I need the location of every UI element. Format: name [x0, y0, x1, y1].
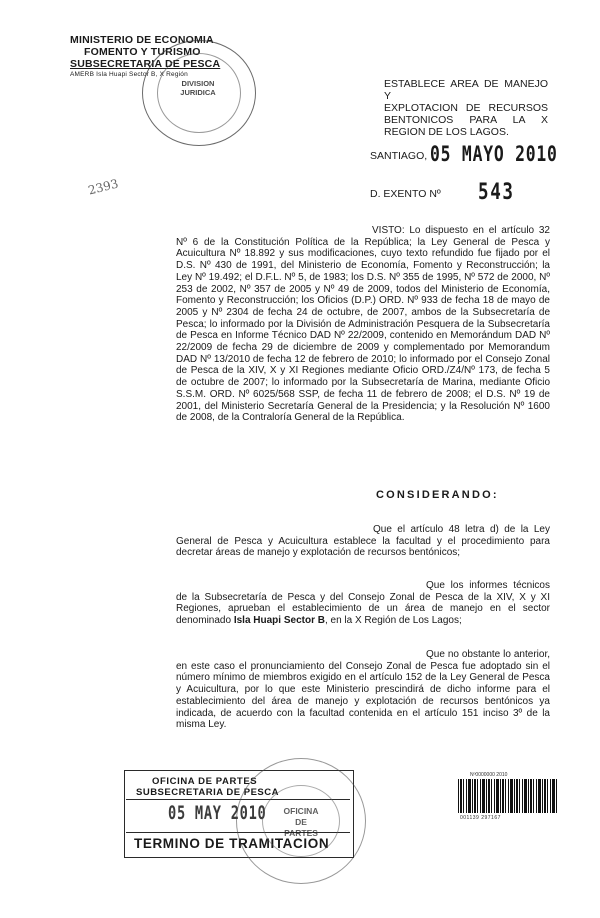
oficina-stamp-line2: SUBSECRETARIA DE PESCA — [136, 787, 279, 798]
considerando-paragraph-2 — [176, 580, 550, 627]
division-stamp-line1: DIVISION — [181, 79, 215, 88]
considerando-2-text-b: , en la X Región de Los Lagos; — [324, 615, 462, 627]
decree-date: 05 MAYO 2010 — [430, 142, 558, 166]
title-line3: BENTONICOS PARA LA X — [384, 114, 548, 126]
decree-title — [384, 78, 548, 138]
partes-stamp-line2: DE — [295, 817, 307, 827]
header-line-fomento: FOMENTO Y TURISMO — [84, 46, 201, 58]
division-juridica-stamp-text — [174, 79, 222, 97]
partes-stamp-line1: OFICINA — [283, 806, 319, 816]
barcode-image — [458, 779, 558, 813]
barcode-label: Nº0000000 2010 — [470, 772, 508, 778]
barcode-number: 001139 297167 — [460, 815, 501, 821]
place-label: SANTIAGO, — [370, 150, 428, 162]
considerando-paragraph-3: Que no obstante lo anterior, en este caso el pronunciamiento del Consejo Zonal de Pesca fue adoptado sin el número mínimo de miembros exigido en el artículo 152 de la Ley General de Pesca y Acuicultura, por lo que este Ministerio prescindirá de dicho informe para el establecimiento del área de manejo y explotación de recursos bentónicos ya indicada, de acuerdo con la facultad contenida en el artículo 151 inciso 3º de la misma Ley. — [176, 649, 550, 731]
oficina-stamp-line3: TERMINO DE TRAMITACION — [134, 836, 330, 851]
considerando-2-sector-name: Isla Huapi Sector B — [233, 615, 325, 627]
oficina-stamp-line1: OFICINA DE PARTES — [152, 776, 258, 787]
oficina-stamp-date: 05 MAY 2010 — [168, 802, 267, 824]
header-line-amerb: AMERB Isla Huapi Sector B, X Región — [70, 71, 188, 78]
decree-number: 543 — [478, 180, 515, 205]
partes-stamp-line3: PARTES — [284, 828, 318, 838]
considerando-2-text-a: Que los informes técnicos de la Subsecretaría de Pesca y del Consejo Zonal de Pesca de la XIV, X y XI Regiones, aprueban el establecimiento de un área de manejo en el sector denominado — [176, 580, 550, 627]
decree-exento-label: D. EXENTO Nº — [370, 188, 441, 200]
title-line1: ESTABLECE AREA DE MANEJO Y — [384, 78, 548, 102]
visto-paragraph: VISTO: Lo dispuesto en el artículo 32 Nº 6 de la Constitución Política de la República; la Ley General de Pesca y Acuicultura Nº 18.892 y sus modificaciones, cuyo texto refundido fue fijado por el D.S. Nº 430 de 1991, del Ministerio de Economía, Fomento y Reconstrucción; la Ley Nº 19.492; el D.F.L. Nº 5, de 1983; los D.S. Nº 355 de 1995, Nº 572 de 2000, Nº 253 de 2002, Nº 357 de 2005 y Nº 49 de 2009, todos del Ministerio de Economía, Fomento y Reconstrucción; los Oficios (D.P.) ORD. Nº 933 de fecha 18 de mayo de 2005 y Nº 2304 de fecha 24 de octubre, de 2007, ambos de la Subsecretaría de Pesca; lo informado por la División de Administración Pesquera de la Subsecretaría de Pesca en Informe Técnico DAD Nº 22/2009, contenido en Memorándum DAD Nº 22/2009 de fecha 29 de diciembre de 2009 y complementado por Memorandum DAD Nº 13/2010 de fecha 12 de febrero de 2010; lo informado por el Consejo Zonal de Pesca de la XIV, X y XI Regiones mediante Oficio ORD./Z4/Nº 173, de fecha 5 de octubre de 2007; lo informado por la Subsecretaría de Marina, mediante Oficio S.S.M. ORD. Nº 6025/568 SSP, de fecha 11 de febrero de 2008; el D.S. Nº 19 de 2001, del Ministerio Secretaría General de la Presidencia; y la Resolución Nº 1600 de 2008, de la Contraloría General de la República. — [176, 225, 550, 424]
title-line4: REGION DE LOS LAGOS. — [384, 126, 509, 138]
considerando-heading: CONSIDERANDO: — [376, 489, 499, 501]
header-line-subsecretaria: SUBSECRETARIA DE PESCA — [70, 58, 221, 70]
title-line2: EXPLOTACION DE RECURSOS — [384, 102, 548, 114]
header-line-ministry: MINISTERIO DE ECONOMIA — [70, 34, 214, 46]
considerando-paragraph-1: Que el artículo 48 letra d) de la Ley General de Pesca y Acuicultura establece la facultad y el procedimiento para decretar áreas de manejo y explotación de recursos bentónicos; — [176, 524, 550, 559]
partes-round-stamp-text — [282, 806, 320, 839]
division-stamp-line2: JURIDICA — [180, 88, 216, 97]
handwritten-mark: 2393 — [86, 176, 120, 198]
